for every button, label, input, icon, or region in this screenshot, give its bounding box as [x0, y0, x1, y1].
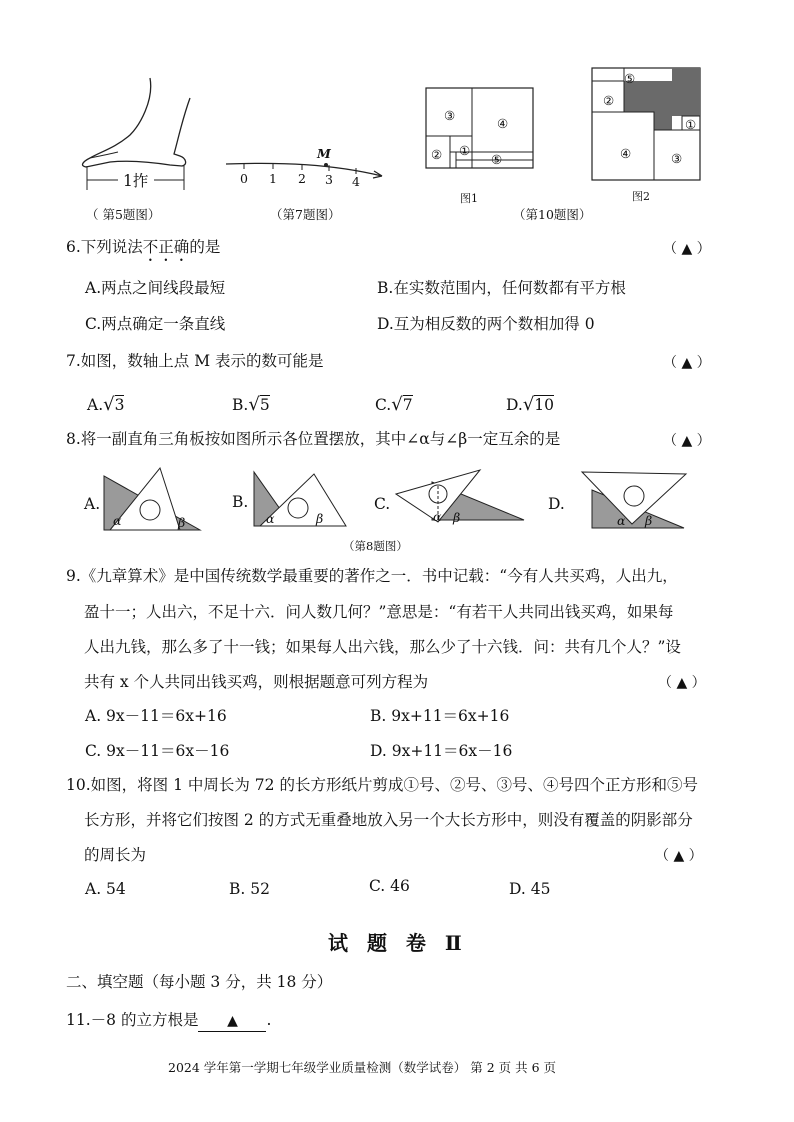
q10-line-2: 长方形，并将它们按图 2 的方式无重叠地放入另一个大长方形中，则没有覆盖的阴影部分 [84, 811, 693, 829]
q9-answer-mark: （ ▲ ） [658, 675, 706, 691]
q7-answer-mark: （ ▲ ） [663, 355, 711, 371]
fig5-caption: （ 第5题图） [86, 207, 161, 222]
q7-option-d: D.√10 [506, 394, 555, 415]
q10-option-b: B. 52 [229, 880, 270, 898]
q11-stem: 11.－8 的立方根是 ▲ . [66, 1010, 271, 1032]
q10-option-c: C. 46 [369, 877, 410, 895]
q8-stem: 8.将一副直角三角板按如图所示各位置摆放，其中∠α与∠β一定互余的是 [66, 430, 561, 448]
q7-option-b: B.√5 [232, 394, 270, 415]
fig8-option-d-figure [578, 468, 690, 532]
q10-option-a: A. 54 [85, 880, 126, 898]
q9-option-d: D. 9x+11＝6x－16 [370, 742, 513, 760]
q9-option-b: B. 9x+11＝6x+16 [370, 707, 510, 725]
hand-span-label: 1拃 [123, 172, 149, 190]
q8-answer-mark: （ ▲ ） [663, 433, 711, 449]
fig8-label-b: B. [232, 493, 249, 511]
fig2-piece-1: ① [685, 117, 697, 132]
section-title: 试 题 卷 Ⅱ [328, 931, 468, 955]
fig8-b-beta: β [316, 511, 324, 526]
q7-stem: 7.如图，数轴上点 M 表示的数可能是 [66, 352, 324, 370]
fig8-c-alpha: α [433, 509, 442, 524]
fig2-piece-5: ⑤ [624, 71, 636, 86]
q10-line-1: 10.如图，将图 1 中周长为 72 的长方形纸片剪成①号、②号、③号、④号四个正方形和⑤号 [66, 776, 698, 794]
q6-stem: 6.下列说法不正确的是 [66, 238, 221, 256]
fig2-piece-3: ③ [671, 151, 683, 166]
tick-0: 0 [240, 171, 248, 186]
q6-option-b: B.在实数范围内，任何数都有平方根 [377, 279, 626, 297]
q9-line-1: 9.《九章算术》是中国传统数学最重要的著作之一．书中记载：“今有人共买鸡，人出九， [66, 567, 678, 585]
fig1-piece-1: ① [459, 143, 471, 158]
fig1-piece-3: ③ [444, 108, 456, 123]
page-footer: 2024 学年第一学期七年级学业质量检测（数学试卷） 第 2 页 共 6 页 [168, 1060, 557, 1075]
fig1-piece-4: ④ [497, 116, 509, 131]
fig8-c-beta: β [453, 510, 461, 525]
fig1-piece-2: ② [431, 147, 443, 162]
q7-option-a: A.√3 [87, 394, 125, 415]
fig2-piece-2: ② [603, 93, 615, 108]
point-m [324, 163, 328, 167]
fig10-fig2-label: 图2 [632, 190, 650, 203]
fig7-caption: （第7题图） [270, 207, 341, 222]
q6-emphasis: 不正确 [142, 238, 190, 256]
q9-option-c: C. 9x－11＝6x－16 [85, 742, 230, 760]
fig8-label-d: D. [548, 495, 565, 513]
fig8-a-alpha: α [113, 513, 122, 528]
fig1-piece-5: ⑤ [491, 152, 503, 167]
fig8-label-a: A. [84, 495, 101, 513]
tick-3: 3 [325, 172, 333, 187]
fig2-piece-4: ④ [620, 146, 632, 161]
fig8-b-alpha: α [266, 511, 275, 526]
fig8-a-beta: β [178, 515, 186, 530]
fig8-label-c: C. [374, 495, 391, 513]
q6-option-c: C.两点确定一条直线 [85, 315, 226, 333]
fig10-fig1-label: 图1 [460, 192, 478, 205]
q10-line-3: 的周长为 [84, 846, 147, 864]
fig8-d-beta: β [645, 513, 653, 528]
q10-option-d: D. 45 [509, 880, 551, 898]
fig8-option-b-figure [250, 468, 350, 530]
q6-option-d: D.互为相反数的两个数相加得 0 [377, 315, 595, 333]
q9-line-2: 盈十一；人出六，不足十六．问人数几何？”意思是：“有若干人共同出钱买鸡，如果每 [84, 603, 674, 621]
q10-answer-mark: （ ▲ ） [655, 848, 703, 864]
q7-option-c: C.√7 [375, 394, 413, 415]
q11-answer-blank[interactable]: ▲ [198, 1011, 266, 1032]
tick-4: 4 [352, 174, 360, 189]
q6-option-a: A.两点之间线段最短 [85, 279, 226, 297]
q9-option-a: A. 9x－11＝6x+16 [85, 707, 227, 725]
q9-line-4: 共有 x 个人共同出钱买鸡，则根据题意可列方程为 [84, 673, 429, 691]
tick-1: 1 [269, 171, 277, 186]
q9-line-3: 人出九钱，那么多了十一钱；如果每人出六钱，那么少了十六钱．问：共有几个人？”设 [84, 638, 681, 656]
q6-answer-mark: （ ▲ ） [663, 241, 711, 257]
fig8-option-c-figure [392, 466, 532, 534]
section-heading: 二、填空题（每小题 3 分，共 18 分） [66, 973, 333, 991]
point-m-label: M [317, 146, 331, 161]
fig10-caption: （第10题图） [513, 207, 592, 222]
tick-2: 2 [298, 171, 306, 186]
fig8-d-alpha: α [617, 513, 626, 528]
fig8-caption: （第8题图） [343, 539, 408, 553]
